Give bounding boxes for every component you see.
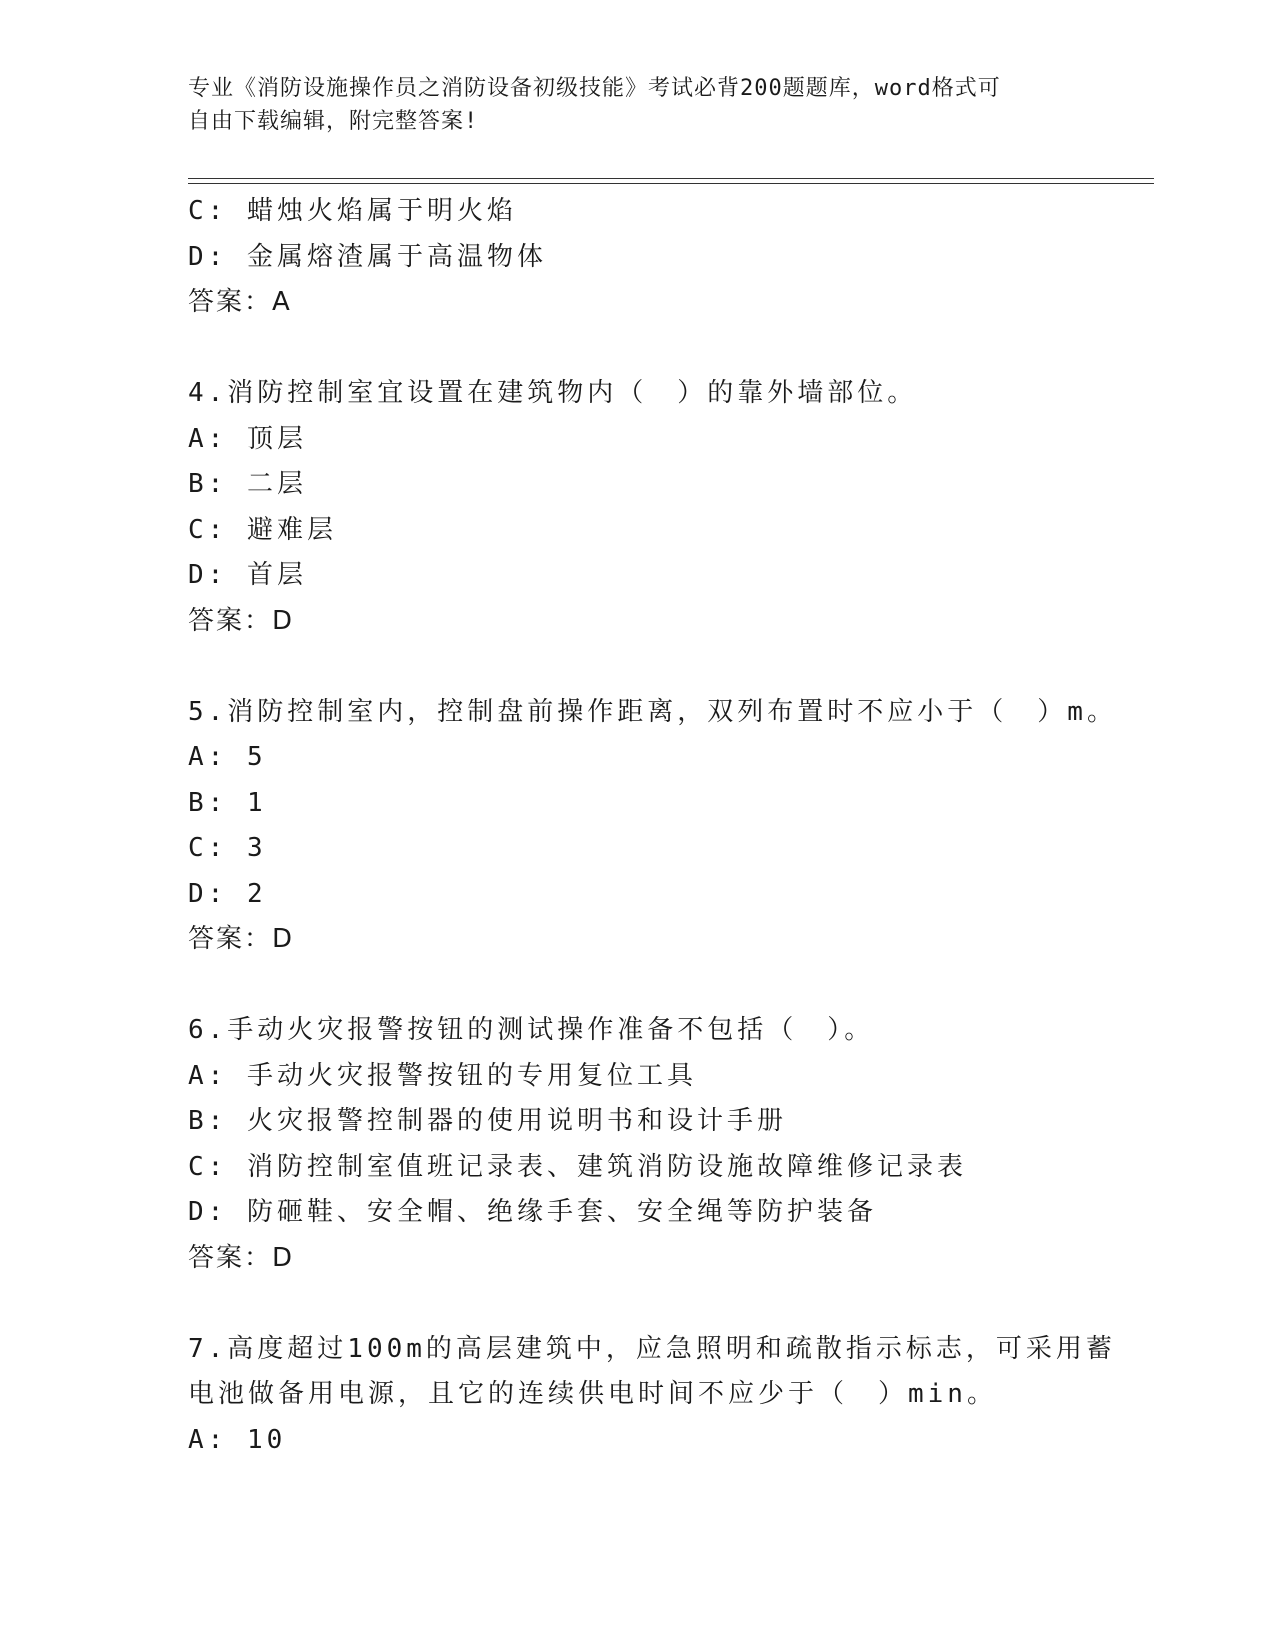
option-d: D: 金属熔渣属于高温物体 <box>188 241 547 272</box>
spacer <box>188 644 1128 690</box>
question-stem: 6.手动火灾报警按钮的测试操作准备不包括（ ）。 <box>188 1015 875 1045</box>
option-a: A: 手动火灾报警按钮的专用复位工具 <box>188 1060 697 1091</box>
answer: 答案：D <box>188 605 295 636</box>
header-divider-bottom <box>188 183 1154 184</box>
option-d: D: 2 <box>188 878 267 909</box>
answer: 答案：A <box>188 287 292 317</box>
question-stem: 4.消防控制室宜设置在建筑物内（ ）的靠外墙部位。 <box>188 378 918 408</box>
option-b: B: 1 <box>188 787 267 818</box>
document-header <box>188 72 1068 138</box>
answer: 答案：D <box>188 1242 295 1273</box>
header-divider-top <box>188 178 1154 179</box>
answer: 答案：D <box>188 924 295 954</box>
header-title-line-2: 自由下载编辑，附完整答案! <box>188 109 479 134</box>
option-c: C: 3 <box>188 833 267 863</box>
option-c: C: 蜡烛火焰属于明火焰 <box>188 196 517 226</box>
header-title-line-1: 专业《消防设施操作员之消防设备初级技能》考试必背200题题库，word格式可 <box>188 76 1001 101</box>
option-d: D: 首层 <box>188 560 307 590</box>
option-a: A: 10 <box>188 1424 287 1455</box>
option-a: A: 5 <box>188 742 267 772</box>
question-stem-line-2: 电池做备用电源，且它的连续供电时间不应少于（ ）min。 <box>188 1379 997 1409</box>
option-a: A: 顶层 <box>188 423 307 454</box>
option-c: C: 避难层 <box>188 514 337 545</box>
option-b: B: 火灾报警控制器的使用说明书和设计手册 <box>188 1106 787 1136</box>
question-stem-line-1: 7.高度超过100m的高层建筑中，应急照明和疏散指示标志，可采用蓄 <box>188 1333 1116 1364</box>
option-c: C: 消防控制室值班记录表、建筑消防设施故障维修记录表 <box>188 1151 967 1182</box>
question-stem: 5.消防控制室内，控制盘前操作距离，双列布置时不应小于（ ）m。 <box>188 696 1117 727</box>
question-list <box>188 189 1128 1463</box>
spacer <box>188 326 1128 372</box>
spacer <box>188 963 1128 1009</box>
option-b: B: 二层 <box>188 469 307 499</box>
option-d: D: 防砸鞋、安全帽、绝缘手套、安全绳等防护装备 <box>188 1197 877 1227</box>
spacer <box>188 1281 1128 1327</box>
